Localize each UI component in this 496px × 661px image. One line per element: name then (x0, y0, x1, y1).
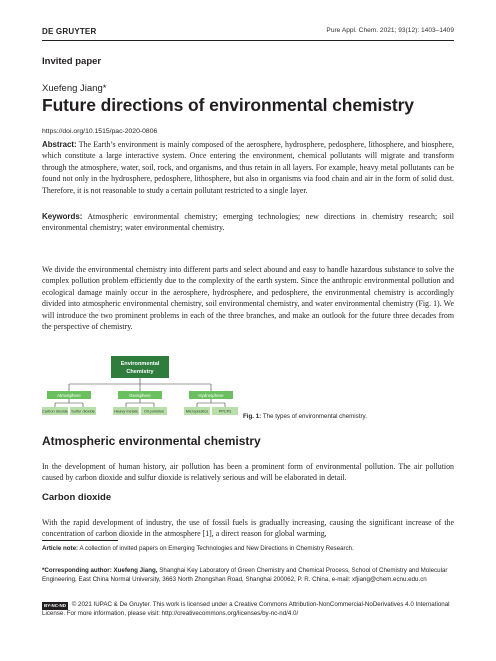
subsection-paragraph: With the rapid development of industry, the use of fossil fuels is gradually increasing, causing the significant increase of the concentration of carbon dioxide in the atmosphere [1], a direct reason for global warming, (42, 518, 454, 539)
journal-citation: Pure Appl. Chem. 2021; 93(12): 1403–1409 (326, 27, 454, 34)
article-note-text: A collection of invited papers on Emerging Technologies and New Directions in Chemistry Research. (79, 545, 354, 552)
article-title: Future directions of environmental chemistry (42, 95, 414, 115)
cc-license-icon[interactable]: BY-NC-ND (44, 603, 66, 608)
article-note-label: Article note: (42, 545, 79, 552)
article-note (42, 545, 454, 554)
fig-root-line-1: Environmental (120, 361, 160, 367)
fig-leaf-carbon-dioxide-label: Carbon dioxide (41, 408, 69, 414)
corresponding-author-note (42, 567, 454, 584)
section-paragraph: In the development of human history, air pollution has been a prominent form of environmental pollution. The air pollution caused by carbon dioxide and sulfur dioxide is relatively serious and will be elaborated in detail. (42, 462, 454, 483)
license-text: © 2021 IUPAC & De Gruyter. This work is licensed under a Creative Commons Attribution-NonCommercial-NoDerivatives 4.0 International License. For more information, please visit: http://creativecommons.org/licenses/by-nc-nd/4.0/ (42, 601, 450, 617)
corresponding-author-label: *Corresponding author: Xuefeng Jiang, (42, 567, 158, 574)
footnote-rule (42, 540, 118, 541)
fig-branch-atmosphere-label: Atmosphere (57, 392, 81, 398)
fig-branch-geosphere-label: Geosphere (129, 392, 151, 398)
subsection-heading: Carbon dioxide (42, 492, 112, 503)
author-name: Xuefeng Jiang* (42, 83, 107, 94)
fig-leaf-oil-pollution-label: Oil pollution (143, 408, 165, 414)
figure-caption-label: Fig. 1: (243, 413, 262, 420)
abstract-label: Abstract: (42, 140, 77, 149)
corresponding-author-text: Shanghai Key Laboratory of Green Chemistry and Chemical Process, School of Chemistry and Molecular Engineering, East China Normal University, 3663 North Zhongshan Road, Shanghai 200062, P. R. China, e-mail: xfjiang@chem.ecnu.edu.cn (42, 567, 448, 583)
abstract (42, 139, 454, 196)
keywords-label: Keywords: (42, 212, 83, 221)
running-header (42, 27, 454, 39)
fig-leaf-ppcps-label: PPCPs (218, 408, 232, 414)
fig-leaf-sulfur-dioxide-label: Sulfur dioxide (71, 408, 95, 414)
license-note (42, 601, 454, 619)
header-rule (42, 40, 454, 41)
doi-link[interactable]: https://doi.org/10.1515/pac-2020-0806 (42, 128, 158, 135)
figure-caption-text: The types of environmental chemistry. (262, 413, 367, 420)
fig-leaf-heavy-metals-label: Heavy metals (114, 408, 138, 414)
section-heading: Atmospheric environmental chemistry (42, 434, 261, 448)
fig-leaf-microplastics-label: Microplastics (185, 408, 209, 414)
article-type: Invited paper (42, 56, 102, 67)
keywords (42, 211, 454, 234)
intro-paragraph: We divide the environmental chemistry into different parts and select abound and easy to handle hazardous substance to solve the complex pollution problem efficiently due to the complexity of the earth system. Since the anthropic environmental pollution and ecological damage mainly occur in the aerosphere, hydrosphere, and pedosphere, the environmental chemistry is accordingly divided into atmospheric environmental chemistry, soil environmental chemistry, and water environmental chemistry (Fig. 1). We will introduce the two prominent problems in each of the three branches, and make an outlook for the future three decades from the perspective of chemistry. (42, 265, 454, 332)
fig-root-line-2: Chemistry (126, 369, 154, 375)
keywords-text: Atmospheric environmental chemistry; emerging technologies; new directions in chemistry research; soil environmental chemistry; water environmental chemistry. (42, 212, 454, 233)
figure-1-caption (243, 413, 367, 420)
abstract-text: The Earth’s environment is mainly composed of the aerosphere, hydrosphere, pedosphere, lithosphere, and biosphere, which constitute a large interactive system. Once entering the environment, chemical pollutants will migrate and transform through the atmosphere, water, soil, rock, and organisms, and thus retain in all layers. For example, heavy metal pollutants can be found not only in the hydrosphere, pedosphere, lithosphere, but also in organisms via food chain and air in the form of solid dust. Therefore, it is not reasonable to study a certain pollutant restricted to a single layer. (42, 140, 454, 195)
figure-1-diagram (40, 354, 240, 424)
publisher-name: DE GRUYTER (42, 27, 97, 36)
fig-branch-hydrosphere-label: Hydrosphere (198, 392, 224, 398)
